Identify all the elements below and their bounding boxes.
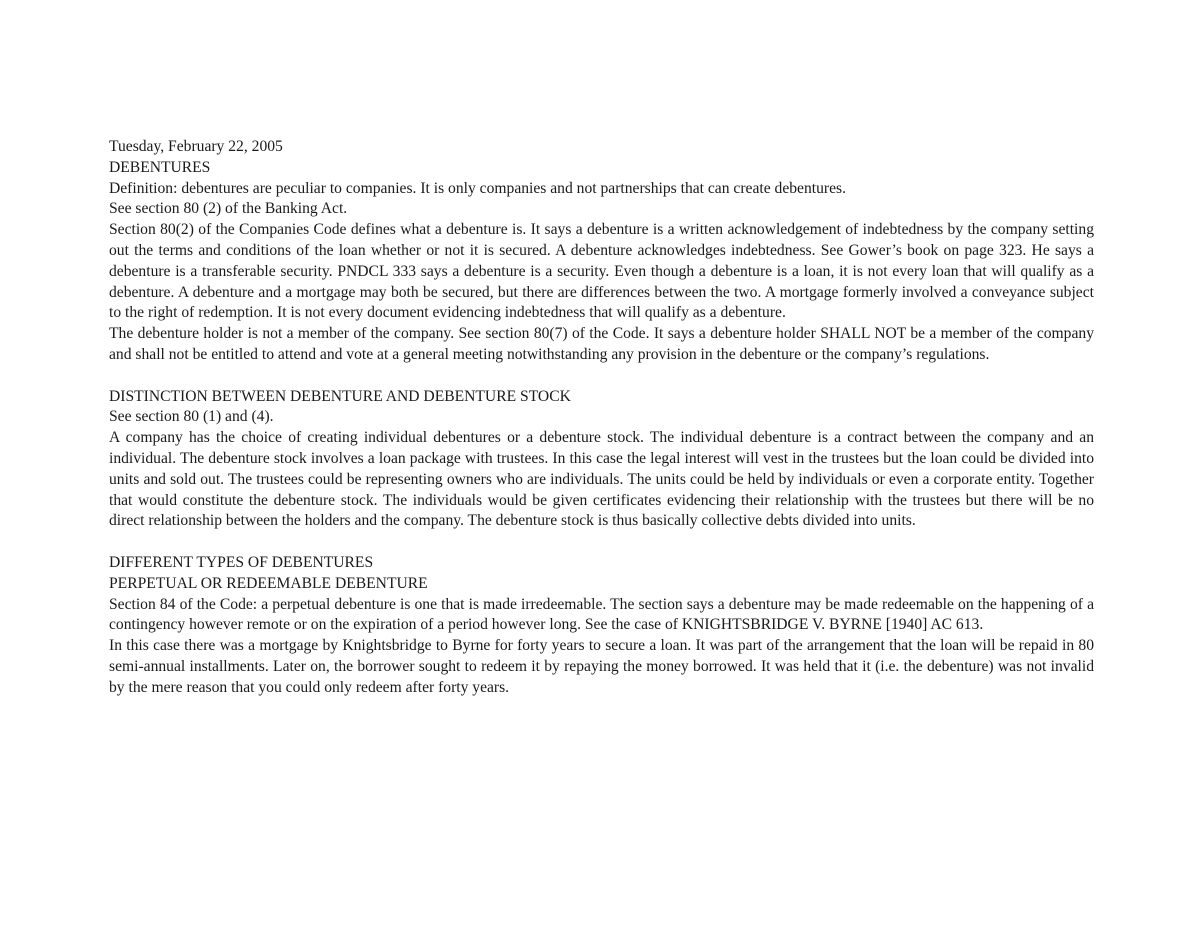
debenture-stock-paragraph: A company has the choice of creating individual debentures or a debenture stock. The individual debenture is a contract between the company and an individual. The debenture stock involves a loan package with trustees. In this case the legal interest will vest in the trustees but the loan could be divided into units and sold out. The trustees could be representing owners who are individuals. The units could be held by individuals or even a corporate entity. Together that would constitute the debenture stock. The individuals would be given certificates evidencing their relationship with the trustees but there will be no direct relationship between the holders and the company. The debenture stock is thus basically collective debts divided into units.	[109, 429, 1094, 530]
banking-act-reference: See section 80 (2) of the Banking Act.	[109, 200, 348, 218]
paragraph-spacer	[109, 532, 1094, 553]
document-date: Tuesday, February 22, 2005	[109, 138, 283, 155]
paragraph-spacer	[109, 366, 1094, 387]
section-84-paragraph: Section 84 of the Code: a perpetual debenture is one that is made irredeemable. The section says a debenture may be made redeemable on the happening of a contingency however remote or on the expiration of a period however long. See the case of KNIGHTSBRIDGE V. BYRNE [1940] AC 613.	[109, 595, 1094, 634]
section-80-2-paragraph: Section 80(2) of the Companies Code defines what a debenture is. It says a debenture is a written acknowledgement of indebtedness by the company setting out the terms and conditions of the loan whether or not it is secured. A debenture acknowledges indebtedness. See Gower’s book on page 323. He says a debenture is a transferable security. PNDCL 333 says a debenture is a security. Even though a debenture is a loan, it is not every loan that will qualify as a debenture. A debenture and a mortgage may both be secured, but there are differences between the two. A mortgage formerly involved a conveyance subject to the right of redemption. It is not every document evidencing indebtedness that will qualify as a debenture.	[109, 221, 1094, 322]
perpetual-heading: PERPETUAL OR REDEEMABLE DEBENTURE	[109, 574, 428, 592]
types-heading: DIFFERENT TYPES OF DEBENTURES	[109, 553, 374, 571]
distinction-heading: DISTINCTION BETWEEN DEBENTURE AND DEBENTURE STOCK	[109, 387, 571, 405]
knightsbridge-case-paragraph: In this case there was a mortgage by Knightsbridge to Byrne for forty years to secure a loan. It was part of the arrangement that the loan will be repaid in 80 semi-annual installments. Later on, the borrower sought to redeem it by repaying the money borrowed. It was held that it (i.e. the debenture) was not invalid by the mere reason that you could only redeem after forty years.	[109, 637, 1094, 696]
debenture-holder-paragraph: The debenture holder is not a member of the company. See section 80(7) of the Code. It says a debenture holder SHALL NOT be a member of the company and shall not be entitled to attend and vote at a general meeting notwithstanding any provision in the debenture or the company’s regulations.	[109, 325, 1094, 363]
document-page	[109, 137, 1094, 699]
section-80-1-4-reference: See section 80 (1) and (4).	[109, 408, 274, 426]
definition-paragraph: Definition: debentures are peculiar to companies. It is only companies and not partnerships that can create debentures.	[109, 179, 846, 197]
document-title: DEBENTURES	[109, 158, 211, 176]
